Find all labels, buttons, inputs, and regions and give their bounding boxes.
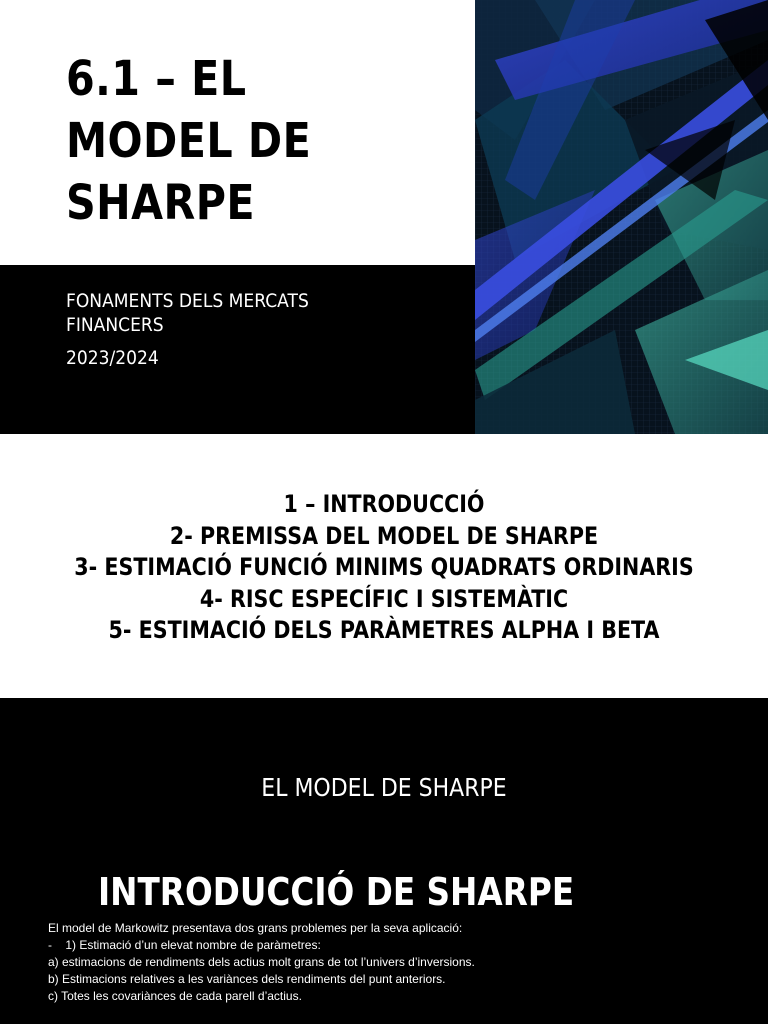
agenda-item: 5- ESTIMACIÓ DELS PARÀMETRES ALPHA I BETA bbox=[108, 616, 660, 644]
body-text bbox=[48, 920, 748, 1005]
body-line: El model de Markowitz presentava dos grans problemes per la seva aplicació: bbox=[48, 921, 463, 935]
academic-year: 2023/2024 bbox=[66, 347, 159, 369]
abstract-geometric-image bbox=[475, 0, 768, 434]
section-heading: INTRODUCCIÓ DE SHARPE bbox=[98, 870, 575, 914]
slide-title bbox=[66, 48, 410, 234]
body-line: b) Estimacions relatives a les variànces dels rendiments del punt anteriors. bbox=[48, 972, 446, 986]
course-name: FONAMENTS DELS MERCATS FINANCERS bbox=[66, 290, 309, 336]
title-line: 6.1 – EL bbox=[66, 51, 247, 107]
section-title: EL MODEL DE SHARPE bbox=[261, 773, 507, 802]
body-line: - 1) Estimació d’un elevat nombre de paràmetres: bbox=[48, 938, 321, 952]
agenda-item: 2- PREMISSA DEL MODEL DE SHARPE bbox=[169, 521, 599, 550]
title-line: SHARPE bbox=[66, 175, 256, 231]
agenda-list bbox=[0, 489, 768, 647]
title-slide bbox=[0, 0, 768, 434]
body-line: a) estimacions de rendiments dels actius molt grans de tot l’univers d’inversions. bbox=[48, 955, 475, 969]
agenda-slide bbox=[0, 434, 768, 698]
agenda-item: 1 – INTRODUCCIÓ bbox=[283, 490, 485, 518]
title-line: MODEL DE bbox=[66, 113, 312, 169]
agenda-item: 4- RISC ESPECÍFIC I SISTEMÀTIC bbox=[199, 584, 569, 613]
agenda-item: 3- ESTIMACIÓ FUNCIÓ MINIMS QUADRATS ORDINARIS bbox=[74, 553, 694, 581]
intro-slide bbox=[0, 698, 768, 1024]
body-line: c) Totes les covariànces de cada parell d’actius. bbox=[48, 989, 302, 1003]
